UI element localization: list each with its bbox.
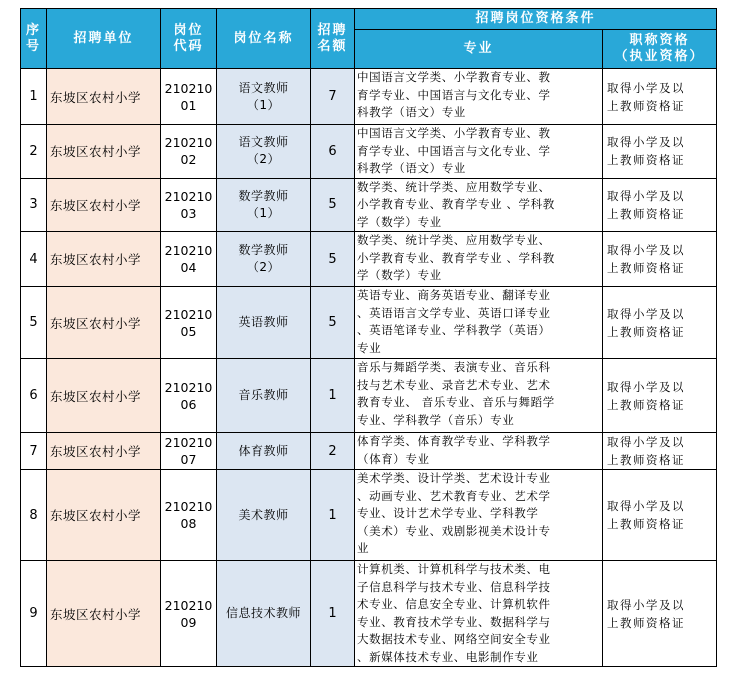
major-line: 专业、设计艺术学专业、学科教学 — [357, 506, 539, 520]
major-line: 学（数学）专业 — [357, 268, 442, 282]
major-line: 育学专业、中国语言与文化专业、学 — [357, 143, 551, 158]
major-line: 英语专业、商务英语专业、翻译专业 — [357, 288, 551, 302]
position-name-line: （2） — [246, 152, 281, 167]
qualification-line: 上教师资格证 — [607, 261, 685, 275]
major-cell — [355, 178, 603, 232]
major-cell — [355, 287, 603, 359]
position-code-line: 01 — [180, 97, 197, 113]
header-requirements: 招聘岗位资格条件 — [355, 9, 717, 30]
position-code-line: 05 — [180, 323, 197, 339]
position-name-cell — [217, 232, 311, 287]
major-cell — [355, 359, 603, 433]
qualification-line: 上教师资格证 — [607, 615, 685, 630]
position-code-cell — [161, 178, 217, 232]
position-code-line: 02 — [180, 152, 197, 168]
unit-cell: 东坡区农村小学 — [47, 178, 161, 232]
position-code-line: 210210 — [164, 499, 213, 514]
position-code-cell — [161, 232, 217, 287]
unit-cell: 东坡区农村小学 — [47, 470, 161, 561]
header-major: 专业 — [355, 30, 603, 69]
qualification-line: 上教师资格证 — [607, 206, 685, 221]
position-code-cell — [161, 287, 217, 359]
qualification-line: 取得小学及以 — [607, 135, 685, 150]
position-code-line: 09 — [180, 614, 197, 630]
header-count: 招聘 名额 — [311, 9, 355, 69]
major-line: 学（数学）专业 — [357, 214, 442, 229]
row-index: 3 — [21, 178, 47, 232]
position-name-line: 数学教师 — [238, 188, 289, 203]
row-index: 6 — [21, 359, 47, 433]
qualification-line: 取得小学及以 — [607, 499, 685, 513]
quota-cell: 7 — [311, 69, 355, 125]
position-code-cell — [161, 433, 217, 470]
major-cell — [355, 561, 603, 667]
position-code-cell — [161, 470, 217, 561]
qualification-cell — [603, 178, 717, 232]
position-name-line: 英语教师 — [238, 315, 289, 329]
position-name-cell — [217, 561, 311, 667]
position-name-line: （1） — [246, 97, 281, 112]
quota-cell: 1 — [311, 561, 355, 667]
position-name-cell — [217, 359, 311, 433]
row-index: 9 — [21, 561, 47, 667]
position-name-line: 音乐教师 — [238, 388, 289, 402]
major-line: 小学教育专业、教育学专业 、学科教 — [357, 197, 555, 211]
major-line: 数学类、统计学类、应用数学专业、 — [357, 179, 551, 194]
qualification-line: 上教师资格证 — [607, 397, 685, 412]
position-code-cell — [161, 561, 217, 667]
row-index: 8 — [21, 470, 47, 561]
qualification-cell — [603, 470, 717, 561]
major-line: 科教学（语文）专业 — [357, 105, 466, 119]
major-line: 数学类、统计学类、应用数学专业、 — [357, 233, 551, 247]
position-name-line: 信息技术教师 — [225, 606, 301, 620]
major-line: 教育专业、 音乐专业、音乐与舞蹈学 — [357, 395, 555, 409]
qualification-cell — [603, 125, 717, 179]
major-line: 、英语语言文学专业、英语口译专业 — [357, 305, 551, 320]
position-name-line: 美术教师 — [238, 507, 289, 522]
qualification-cell — [603, 561, 717, 667]
position-code-line: 04 — [180, 260, 197, 275]
qualification-line: 上教师资格证 — [607, 98, 685, 113]
qualification-cell — [603, 287, 717, 359]
row-index: 4 — [21, 232, 47, 287]
position-code-line: 08 — [180, 516, 197, 531]
major-line: 、新媒体技术专业、电影制作专业 — [357, 649, 539, 664]
unit-cell: 东坡区农村小学 — [47, 125, 161, 179]
unit-cell: 东坡区农村小学 — [47, 232, 161, 287]
qualification-cell — [603, 359, 717, 433]
qualification-line: 取得小学及以 — [607, 306, 685, 321]
row-index: 2 — [21, 125, 47, 179]
qualification-line: 取得小学及以 — [607, 80, 685, 95]
major-line: 音乐与舞蹈学类、表演专业、音乐科 — [357, 360, 551, 374]
major-cell — [355, 433, 603, 470]
position-code-line: 03 — [180, 205, 197, 221]
table-row — [21, 359, 717, 433]
major-line: 术专业、信息安全专业、计算机软件 — [357, 597, 551, 611]
quota-cell: 5 — [311, 178, 355, 232]
position-code-line: 210210 — [164, 435, 213, 450]
table-row — [21, 69, 717, 125]
header-code: 岗位 代码 — [161, 9, 217, 69]
major-cell — [355, 69, 603, 125]
position-code-line: 06 — [180, 396, 197, 412]
major-line: 子信息科学与技术专业、信息科学技 — [357, 579, 551, 594]
qualification-line: 上教师资格证 — [607, 324, 685, 339]
quota-cell: 2 — [311, 433, 355, 470]
row-index: 7 — [21, 433, 47, 470]
position-code-line: 210210 — [164, 243, 213, 258]
position-code-cell — [161, 125, 217, 179]
qualification-line: 取得小学及以 — [607, 435, 685, 449]
major-line: 专业、学科教学（音乐）专业 — [357, 412, 515, 427]
major-line: 大数据技术专业、网络空间安全专业 — [357, 632, 551, 646]
position-name-cell — [217, 470, 311, 561]
recruitment-table — [20, 8, 717, 667]
position-name-cell — [217, 433, 311, 470]
row-index: 1 — [21, 69, 47, 125]
major-line: 业 — [357, 541, 370, 555]
table-row — [21, 125, 717, 179]
major-line: 小学教育专业、教育学专业 、学科教 — [357, 250, 555, 265]
quota-cell: 6 — [311, 125, 355, 179]
major-line: 美术学类、设计学类、艺术设计专业 — [357, 471, 551, 485]
major-line: （体育）专业 — [357, 451, 430, 466]
position-code-line: 210210 — [164, 188, 213, 204]
major-line: 中国语言文学类、小学教育专业、教 — [357, 70, 551, 84]
quota-cell: 5 — [311, 232, 355, 287]
qualification-cell — [603, 69, 717, 125]
qualification-line: 取得小学及以 — [607, 243, 685, 257]
position-name-line: （2） — [246, 260, 281, 274]
position-name-line: 数学教师 — [238, 243, 289, 257]
position-name-line: 语文教师 — [238, 80, 289, 95]
unit-cell: 东坡区农村小学 — [47, 561, 161, 667]
major-cell — [355, 125, 603, 179]
major-line: 专业、教育技术学专业、数据科学与 — [357, 614, 551, 629]
unit-cell: 东坡区农村小学 — [47, 69, 161, 125]
position-name-line: （1） — [246, 205, 281, 220]
unit-cell: 东坡区农村小学 — [47, 359, 161, 433]
table-row — [21, 470, 717, 561]
qualification-cell — [603, 232, 717, 287]
qualification-cell — [603, 433, 717, 470]
position-code-line: 210210 — [164, 379, 213, 395]
major-line: 、动画专业、艺术教育专业、艺术学 — [357, 488, 551, 503]
position-code-cell — [161, 69, 217, 125]
position-name-cell — [217, 287, 311, 359]
position-code-line: 210210 — [164, 80, 213, 96]
major-cell — [355, 232, 603, 287]
unit-cell: 东坡区农村小学 — [47, 433, 161, 470]
major-line: （美术）专业、戏剧影视美术设计专 — [357, 523, 551, 538]
header-name: 岗位名称 — [217, 9, 311, 69]
unit-cell: 东坡区农村小学 — [47, 287, 161, 359]
qualification-line: 上教师资格证 — [607, 453, 685, 467]
major-line: 技与艺术专业、录音艺术专业、艺术 — [357, 377, 551, 392]
position-code-line: 210210 — [164, 306, 213, 322]
major-cell — [355, 470, 603, 561]
position-name-cell — [217, 178, 311, 232]
major-line: 专业 — [357, 340, 382, 355]
quota-cell: 1 — [311, 470, 355, 561]
table-row — [21, 433, 717, 470]
major-line: 计算机类、计算机科学与技术类、电 — [357, 562, 551, 576]
header-unit: 招聘单位 — [47, 9, 161, 69]
major-line: 体育学类、体育教学专业、学科教学 — [357, 434, 551, 448]
row-index: 5 — [21, 287, 47, 359]
header-index: 序 号 — [21, 9, 47, 69]
quota-cell: 1 — [311, 359, 355, 433]
table-row — [21, 561, 717, 667]
qualification-line: 上教师资格证 — [607, 153, 685, 168]
qualification-line: 取得小学及以 — [607, 597, 685, 612]
quota-cell: 5 — [311, 287, 355, 359]
major-line: 中国语言文学类、小学教育专业、教 — [357, 126, 551, 140]
qualification-line: 取得小学及以 — [607, 188, 685, 203]
qualification-line: 上教师资格证 — [607, 517, 685, 531]
position-name-cell — [217, 125, 311, 179]
position-name-cell — [217, 69, 311, 125]
position-code-line: 210210 — [164, 135, 213, 151]
position-code-cell — [161, 359, 217, 433]
qualification-line: 取得小学及以 — [607, 379, 685, 394]
position-name-line: 语文教师 — [238, 135, 289, 150]
table-row — [21, 232, 717, 287]
position-code-line: 210210 — [164, 597, 213, 613]
table-row — [21, 178, 717, 232]
major-line: 科教学（语文）专业 — [357, 161, 466, 175]
position-name-line: 体育教师 — [238, 443, 289, 458]
position-code-line: 07 — [180, 452, 197, 467]
major-line: 、英语笔译专业、学科教学（英语） — [357, 323, 551, 337]
table-body — [21, 69, 717, 667]
table-row — [21, 287, 717, 359]
major-line: 育学专业、中国语言与文化专业、学 — [357, 87, 551, 102]
header-qualification: 职称资格 （执业资格） — [603, 30, 717, 69]
